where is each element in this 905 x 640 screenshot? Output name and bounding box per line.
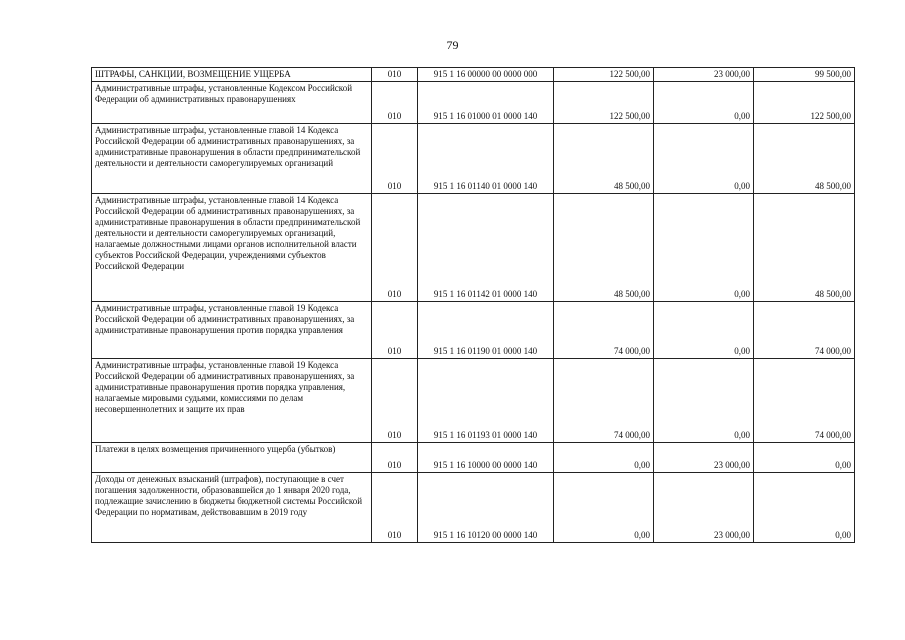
row-value-1-cell: 48 500,00: [554, 124, 654, 194]
row-name-cell: Административные штрафы, установленные главой 14 Кодекса Российской Федерации об административных правонарушениях, за административные правонарушения в области предпринимательской деятельности и деятельности саморегулируемых организаций, налагаемые должностными лицами органов исполнительной власти субъектов Российской Федерации, учреждениями субъектов Российской Федерации: [92, 194, 372, 302]
row-kbk-cell: 915 1 16 01190 01 0000 140: [418, 302, 554, 359]
row-code-cell: 010: [372, 82, 418, 124]
row-code-cell: 010: [372, 359, 418, 443]
table-row: [92, 194, 855, 302]
row-value-1-cell: 74 000,00: [554, 359, 654, 443]
row-code-cell: 010: [372, 473, 418, 543]
table-row: [92, 359, 855, 443]
row-value-3-cell: 74 000,00: [754, 359, 855, 443]
row-value-3-cell: 48 500,00: [754, 194, 855, 302]
table-row: [92, 68, 855, 82]
row-value-2-cell: 0,00: [654, 82, 754, 124]
row-value-3-cell: 99 500,00: [754, 68, 855, 82]
row-value-1-cell: 122 500,00: [554, 82, 654, 124]
row-value-2-cell: 0,00: [654, 194, 754, 302]
row-value-1-cell: 48 500,00: [554, 194, 654, 302]
row-name-cell: Доходы от денежных взысканий (штрафов), поступающие в счет погашения задолженности, образовавшейся до 1 января 2020 года, подлежащие зачислению в бюджеты бюджетной системы Российской Федерации по нормативам, действовавшим в 2019 году: [92, 473, 372, 543]
row-kbk-cell: 915 1 16 01193 01 0000 140: [418, 359, 554, 443]
row-value-3-cell: 0,00: [754, 473, 855, 543]
row-value-1-cell: 0,00: [554, 473, 654, 543]
table-row: [92, 302, 855, 359]
row-value-3-cell: 74 000,00: [754, 302, 855, 359]
row-code-cell: 010: [372, 443, 418, 473]
row-value-2-cell: 0,00: [654, 124, 754, 194]
table-row: [92, 473, 855, 543]
row-name-cell: Административные штрафы, установленные Кодексом Российской Федерации об административных правонарушениях: [92, 82, 372, 124]
row-kbk-cell: 915 1 16 01000 01 0000 140: [418, 82, 554, 124]
row-code-cell: 010: [372, 124, 418, 194]
table-row: [92, 443, 855, 473]
row-value-2-cell: 23 000,00: [654, 473, 754, 543]
row-kbk-cell: 915 1 16 01142 01 0000 140: [418, 194, 554, 302]
row-code-cell: 010: [372, 302, 418, 359]
budget-table: [91, 67, 855, 543]
row-value-2-cell: 23 000,00: [654, 68, 754, 82]
row-kbk-cell: 915 1 16 10000 00 0000 140: [418, 443, 554, 473]
row-code-cell: 010: [372, 194, 418, 302]
row-value-2-cell: 0,00: [654, 359, 754, 443]
row-value-2-cell: 23 000,00: [654, 443, 754, 473]
table-row: [92, 82, 855, 124]
row-kbk-cell: 915 1 16 00000 00 0000 000: [418, 68, 554, 82]
row-value-1-cell: 74 000,00: [554, 302, 654, 359]
row-value-1-cell: 0,00: [554, 443, 654, 473]
row-value-1-cell: 122 500,00: [554, 68, 654, 82]
row-name-cell: Платежи в целях возмещения причиненного ущерба (убытков): [92, 443, 372, 473]
row-value-3-cell: 0,00: [754, 443, 855, 473]
row-kbk-cell: 915 1 16 01140 01 0000 140: [418, 124, 554, 194]
row-kbk-cell: 915 1 16 10120 00 0000 140: [418, 473, 554, 543]
row-value-3-cell: 122 500,00: [754, 82, 855, 124]
row-value-2-cell: 0,00: [654, 302, 754, 359]
row-name-cell: ШТРАФЫ, САНКЦИИ, ВОЗМЕЩЕНИЕ УЩЕРБА: [92, 68, 372, 82]
row-value-3-cell: 48 500,00: [754, 124, 855, 194]
row-code-cell: 010: [372, 68, 418, 82]
table-row: [92, 124, 855, 194]
page-number: 79: [446, 38, 459, 52]
row-name-cell: Административные штрафы, установленные главой 14 Кодекса Российской Федерации об административных правонарушениях, за административные правонарушения в области предпринимательской деятельности и деятельности саморегулируемых организаций: [92, 124, 372, 194]
row-name-cell: Административные штрафы, установленные главой 19 Кодекса Российской Федерации об административных правонарушениях, за административные правонарушения против порядка управления: [92, 302, 372, 359]
row-name-cell: Административные штрафы, установленные главой 19 Кодекса Российской Федерации об административных правонарушениях, за административные правонарушения против порядка управления, налагаемые мировыми судьями, комиссиями по делам несовершеннолетних и защите их прав: [92, 359, 372, 443]
